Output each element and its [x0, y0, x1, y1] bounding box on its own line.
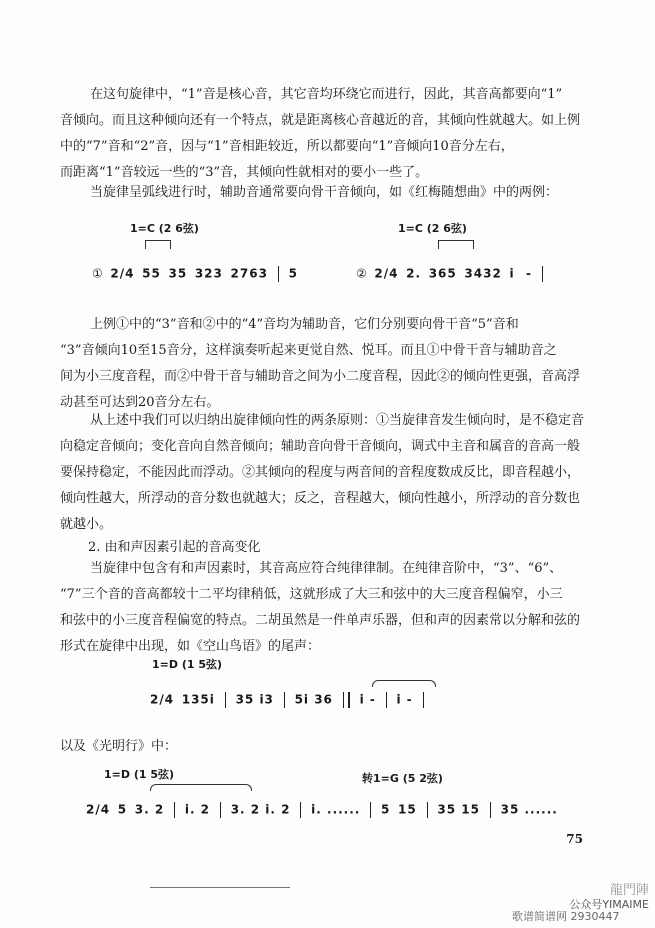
repeat-barline	[343, 692, 350, 708]
text-line: 上例①中的“3”音和②中的“4”音均为辅助音，它们分别要向骨干音“5”音和	[90, 317, 519, 332]
paragraph-2	[60, 180, 580, 206]
barline	[284, 692, 285, 708]
note-group: 5	[381, 802, 391, 817]
key-signature-left: 1=D (1 5弦)	[104, 768, 175, 781]
note-group: 135i	[181, 692, 215, 707]
paragraph-1	[60, 82, 580, 186]
note-group: 35	[168, 266, 188, 281]
text-line: 在这句旋律中，“1”音是核心音，其它音均环绕它而进行，因此，其音高都要向“1”	[90, 87, 563, 102]
paragraph-6	[60, 734, 580, 760]
note-group: 35 i3	[235, 692, 274, 707]
watermark-site: 歌谱简谱网 2930447	[512, 910, 620, 923]
text-line: 要保持稳定，不能因此而浮动。②其倾向的程度与两音间的音程度数成反比，即音程越小，	[60, 465, 581, 480]
note-group: -	[526, 266, 533, 281]
time-signature: 2/4	[374, 266, 399, 281]
barline	[386, 692, 387, 708]
barline	[370, 802, 371, 818]
note-group: i. 2	[184, 802, 211, 817]
text-line: 动甚至可达到20音分左右。	[60, 395, 220, 410]
text-line: 从上述中我们可以归纳出旋律倾向性的两条原则：①当旋律音发生倾向时，是不稳定音	[90, 413, 585, 428]
text-line: “7”三个音的音高都较十二平均律稍低，这就形成了大三和弦中的大三度音程偏窄，小三	[60, 587, 563, 602]
page-number: 75	[566, 832, 583, 846]
circle-number: ②	[356, 266, 367, 281]
key-signature: 1=D (1 5弦)	[152, 658, 223, 671]
barline	[423, 692, 424, 708]
watermark-account: 公众号YIMAIME	[569, 898, 649, 911]
paragraph-4	[60, 408, 585, 538]
paragraph-3	[60, 312, 580, 416]
slur-bracket	[145, 240, 171, 249]
note-group: 3432	[464, 266, 502, 281]
note-group: 2.	[406, 266, 422, 281]
time-signature: 2/4	[150, 692, 175, 707]
score-example-1-right	[356, 266, 549, 282]
note-group: 3. 2 i. 2	[230, 802, 291, 817]
score-example-2	[150, 692, 430, 708]
text-line: 就越小。	[60, 517, 113, 532]
note-group: 15	[398, 802, 417, 817]
score-example-1-left	[92, 266, 298, 282]
text-line: 形式在旋律中出现，如《空山鸟语》的尾声：	[60, 639, 321, 654]
barline	[278, 266, 279, 282]
text-line: 音倾向。而且这种倾向还有一个特点，就是距离核心音越近的音，其倾向性就越大。如上例	[60, 113, 581, 128]
note-group: 5i 36	[294, 692, 333, 707]
note-group: 323	[194, 266, 223, 281]
footer-rule	[150, 887, 290, 888]
text-line: 当旋律中包含有和声因素时，其音高应符合纯律律制。在纯律音阶中，“3”、“6”、	[90, 561, 563, 576]
text-line: 中的“7”音和“2”音，因与“1”音相距较近，所以都要向“1”音倾向10音分左右，	[60, 139, 514, 154]
tie-arc	[150, 784, 252, 791]
barline	[300, 802, 301, 818]
score-example-3	[86, 802, 558, 818]
text-line: 向稳定音倾向；变化音向自然音倾向；辅助音向骨干音倾向，调式中主音和属音的音高一般	[60, 439, 581, 454]
text-line: 和弦中的小三度音程偏宽的特点。二胡虽然是一件单声乐器，但和声的因素常以分解和弦的	[60, 613, 581, 628]
note-group: 3. 2	[134, 802, 165, 817]
circle-number: ①	[92, 266, 103, 281]
barline	[542, 266, 543, 282]
text-line: 以及《光明行》中：	[60, 739, 178, 754]
paragraph-5	[60, 556, 580, 660]
key-signature-right: 转1=G (5 2弦)	[362, 772, 443, 785]
note-group: 35 15	[437, 802, 480, 817]
key-signature-left: 1=C (2 6弦)	[130, 222, 199, 235]
slur-bracket	[438, 240, 474, 249]
barline	[174, 802, 175, 818]
note-group: i. ......	[311, 802, 361, 817]
tie-arc	[372, 680, 436, 687]
note-group: 35 ......	[500, 802, 558, 817]
note-group: 2763	[230, 266, 268, 281]
text-line: 间为小三度音程，而②中骨干音与辅助音之间为小二度音程，因此②的倾向性更强，音高浮	[60, 369, 581, 384]
note-group: 5	[117, 802, 128, 817]
barline	[225, 692, 226, 708]
note-group: i	[509, 266, 515, 281]
text-line: “3”音倾向10至15音分，这样演奏听起来更觉自然、悦耳。而且①中骨干音与辅助音之	[60, 343, 557, 358]
time-signature: 2/4	[110, 266, 135, 281]
note-group: 55	[142, 266, 161, 281]
barline	[490, 802, 491, 818]
section-heading: 2. 由和声因素引起的音高变化	[88, 540, 261, 555]
note-group: 5	[288, 266, 298, 281]
note-group: i -	[396, 692, 413, 707]
watermark-logo: 龍門陣	[609, 883, 649, 898]
barline	[220, 802, 221, 818]
barline	[427, 802, 428, 818]
key-signature-right: 1=C (2 6弦)	[398, 222, 467, 235]
text-line: 倾向性越大，所浮动的音分数也就越大；反之，音程越大，倾向性越小，所浮动的音分数也	[60, 491, 581, 506]
time-signature: 2/4	[86, 802, 111, 817]
text-line: 当旋律呈弧线进行时，辅助音通常要向骨干音倾向，如《红梅随想曲》中的两例：	[90, 185, 559, 200]
text-line: 而距离“1”音较远一些的“3”音，其倾向性就相对的要小一些了。	[60, 165, 429, 180]
note-group: 365	[428, 266, 457, 281]
note-group: i -	[359, 692, 376, 707]
